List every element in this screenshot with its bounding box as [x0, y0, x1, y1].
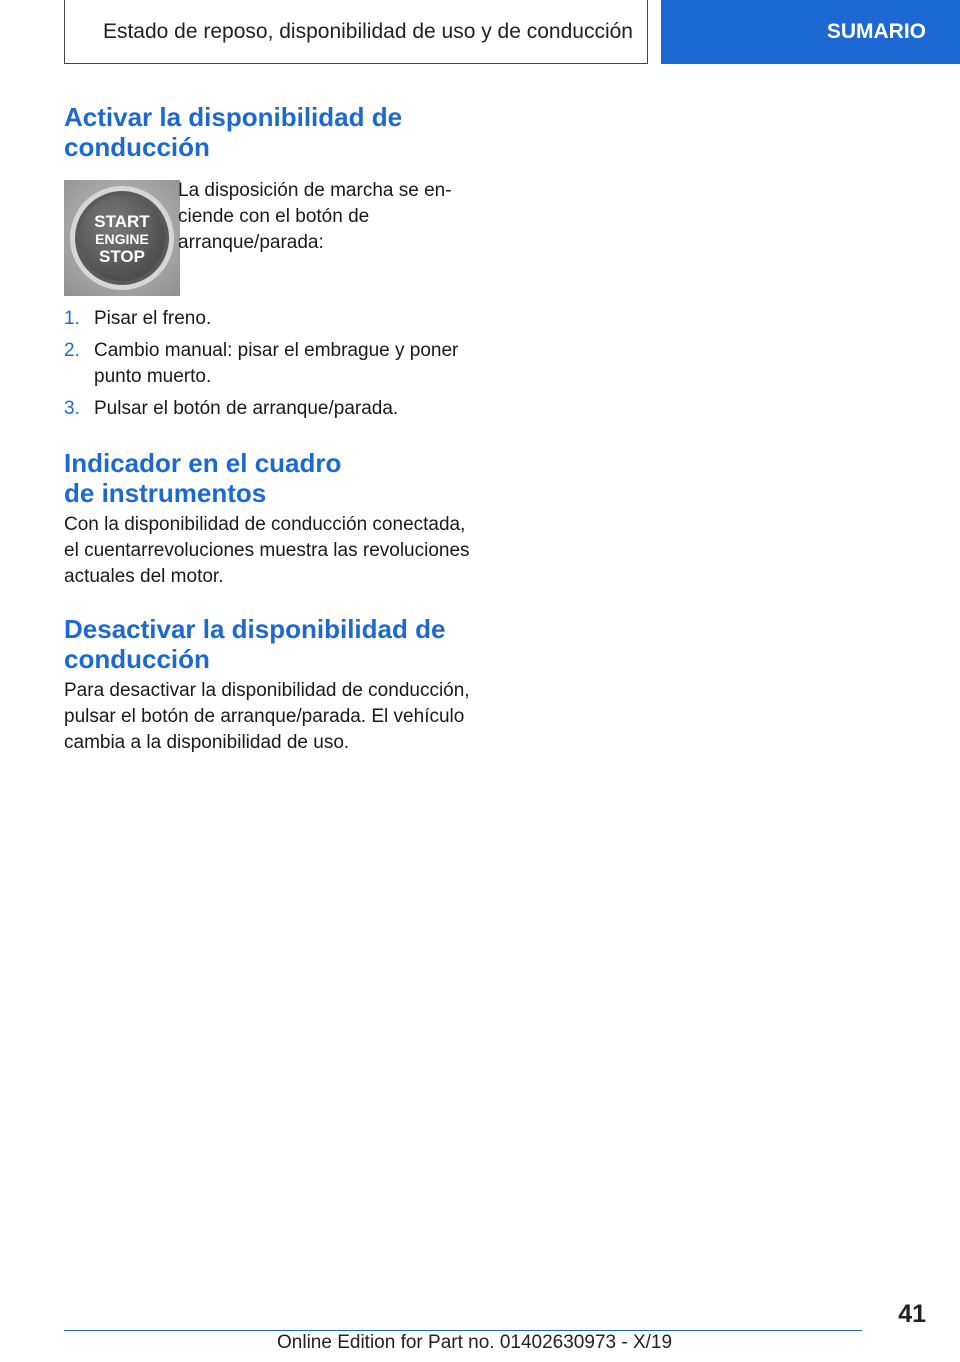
sumario-label: SUMARIO: [826, 20, 926, 43]
step-text: Pisar el freno.: [94, 308, 212, 329]
paragraph-desactivar: Para desactivar la disponibilidad de conducción, pulsar el botón de arranque/parada. El vehículo cambia a la disponibilidad de uso.: [64, 680, 470, 753]
step-number: 3.: [64, 398, 80, 419]
heading-indicador-line2: de instrumentos: [64, 478, 267, 508]
header-section-title: [64, 0, 648, 64]
section-title-text: Estado de reposo, disponibilidad de uso y de conducción: [102, 19, 633, 43]
paragraph-indicador: Con la disponibilidad de conducción conectada, el cuentarrevoluciones muestra las revoluciones actuales del motor.: [64, 514, 470, 587]
heading-indicador: [64, 448, 341, 508]
step-number: 2.: [64, 340, 80, 361]
start-stop-button-icon: [64, 180, 180, 296]
image-label-stop: STOP: [99, 247, 145, 266]
footer-edition-text: Online Edition for Part no. 01402630973 - X/19: [277, 1332, 673, 1353]
steps-list: [64, 306, 484, 428]
page-number: 41: [898, 1300, 926, 1328]
image-label-engine: ENGINE: [95, 231, 149, 247]
step-text: Cambio manual: pisar el embrague y poner punto muerto.: [94, 340, 459, 387]
heading-indicador-line1: Indicador en el cuadro: [64, 448, 342, 478]
image-label-start: START: [94, 212, 150, 231]
footer-divider: [64, 1330, 862, 1331]
list-item: [64, 396, 484, 422]
intro-text: La disposición de marcha se en-ciende con el botón de arranque/parada:: [178, 180, 452, 253]
step-number: 1.: [64, 308, 80, 329]
heading-desactivar: Desactivar la disponibilidad de conducción: [64, 614, 446, 674]
list-item: [64, 338, 484, 390]
heading-activar: Activar la disponibilidad de conducción: [64, 102, 403, 162]
start-engine-stop-button-image: [64, 180, 180, 296]
list-item: [64, 306, 484, 332]
sumario-button[interactable]: [661, 0, 960, 64]
step-text: Pulsar el botón de arranque/parada.: [94, 398, 399, 419]
